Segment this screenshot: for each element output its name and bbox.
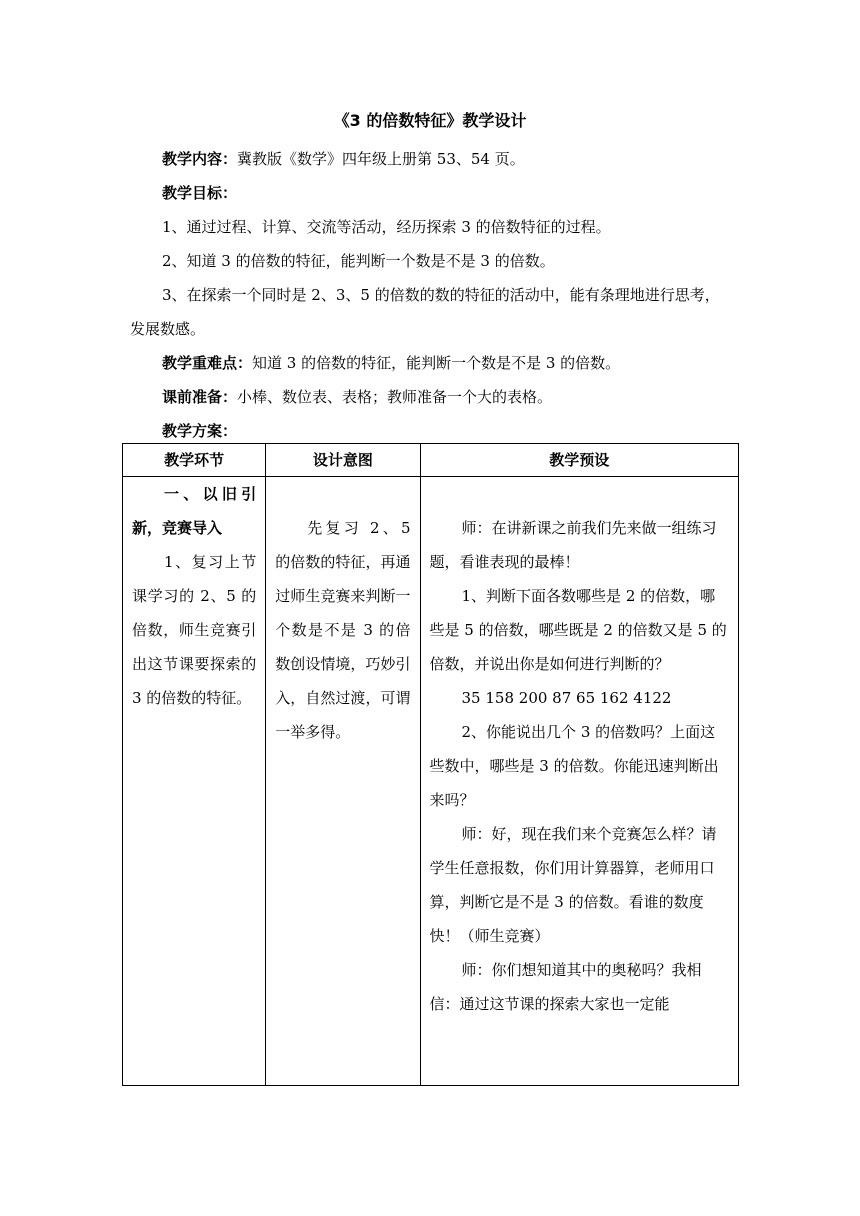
teaching-plan-table [122, 443, 739, 1086]
stage-text: 1、复习上节课学习的 2、5 的倍数，师生竞赛引出这节课要探索的 3 的倍数的特征。 [132, 553, 257, 707]
document-title: 《3 的倍数特征》教学设计 [333, 111, 527, 130]
preparation-text: 小棒、数位表、表格；教师准备一个大的表格。 [237, 388, 553, 406]
teaching-goals-label: 教学目标： [162, 184, 238, 202]
preset-para-1: 师：在讲新课之前我们先来做一组练习题，看谁表现的最棒！ [429, 519, 717, 571]
goal-item-2: 2、知道 3 的倍数的特征，能判断一个数是不是 3 的倍数。 [162, 252, 555, 270]
header-teaching-stage: 教学环节 [123, 444, 266, 477]
stage-cell [123, 477, 266, 1086]
preset-para-4: 师：好，现在我们来个竞赛怎么样？请学生任意报数，你们用计算器算，老师用口算，判断它是不是 3 的倍数。看谁的数度快！（师生竞赛） [429, 825, 717, 945]
key-points-text: 知道 3 的倍数的特征，能判断一个数是不是 3 的倍数。 [252, 354, 621, 372]
plan-label: 教学方案： [162, 422, 238, 440]
intent-cell [266, 477, 420, 1086]
goal-item-1: 1、通过过程、计算、交流等活动，经历探索 3 的倍数特征的过程。 [162, 218, 611, 236]
goal-item-3: 3、在探索一个同时是 2、3、5 的倍数的数的特征的活动中，能有条理地进行思考，发展数感。 [130, 286, 720, 338]
key-points-label: 教学重难点： [162, 354, 253, 372]
preset-para-2: 1、判断下面各数哪些是 2 的倍数，哪些是 5 的倍数，哪些既是 2 的倍数又是 5 的倍数，并说出你是如何进行判断的？ [429, 587, 727, 673]
teaching-content-text: 冀教版《数学》四年级上册第 53、54 页。 [237, 150, 525, 168]
header-teaching-preset: 教学预设 [420, 444, 738, 477]
preset-para-5: 师：你们想知道其中的奥秘吗？我相信：通过这节课的探索大家也一定能 [429, 961, 702, 1013]
preset-cell [420, 477, 738, 1086]
preparation [130, 380, 730, 414]
intent-text: 先复习 2、5 的倍数的特征，再通过师生竞赛来判断一个数是不是 3 的倍数创设情境，巧妙引入，自然过渡，可谓一举多得。 [275, 519, 411, 741]
teaching-content-label: 教学内容： [162, 150, 238, 168]
stage-heading: 一、以旧引新，竞赛导入 [132, 485, 257, 537]
teaching-content [130, 142, 730, 176]
preparation-label: 课前准备： [162, 388, 238, 406]
preset-numbers: 35 158 200 87 65 162 4122 [461, 689, 672, 707]
preset-para-3: 2、你能说出几个 3 的倍数吗？上面这些数中，哪些是 3 的倍数。你能迅速判断出来吗？ [429, 723, 719, 809]
header-design-intent: 设计意图 [266, 444, 420, 477]
key-points [130, 346, 730, 380]
